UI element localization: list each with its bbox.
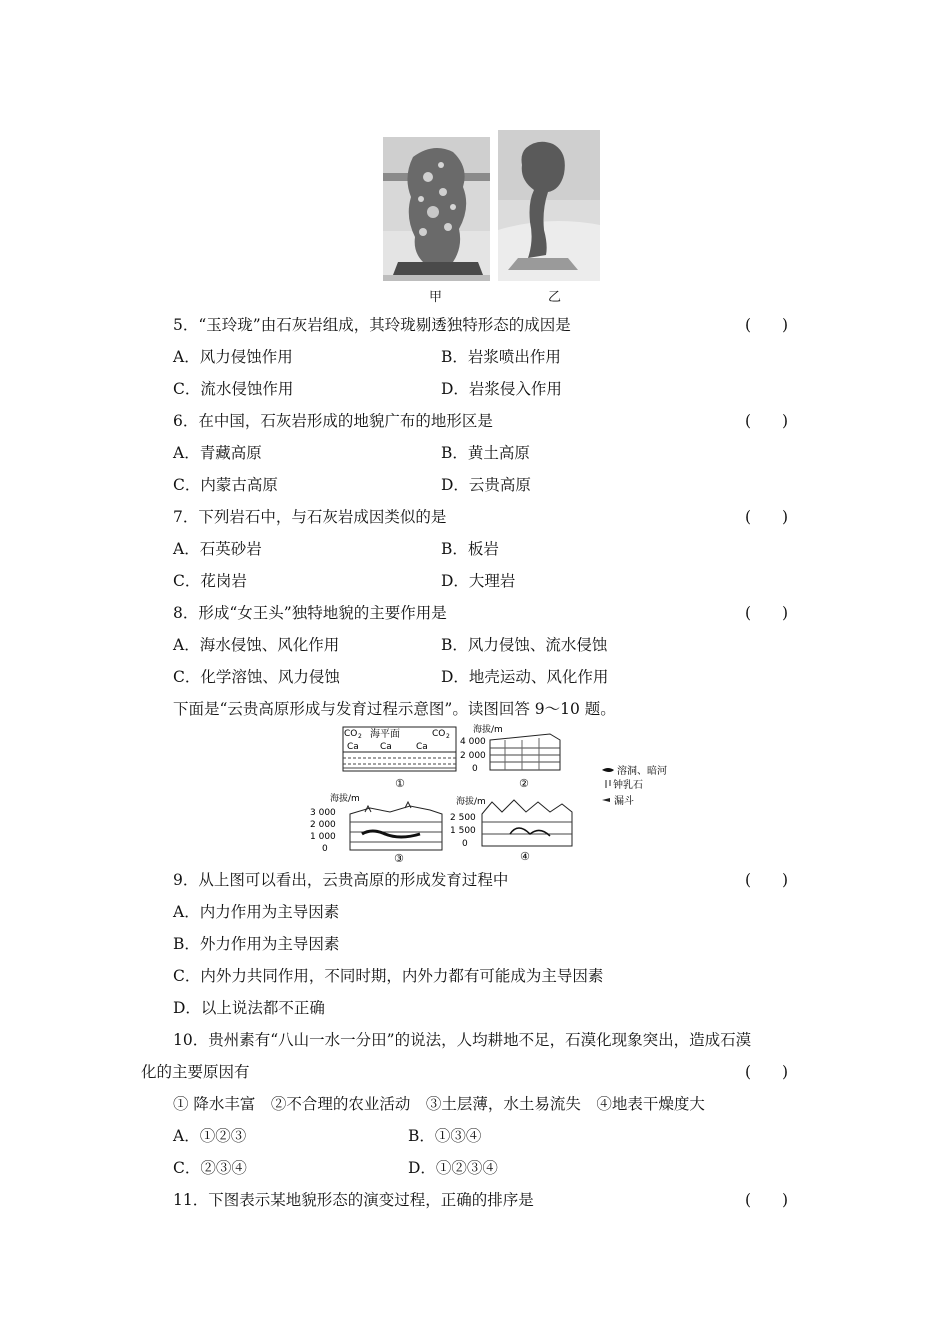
q5-option-c[interactable]: C．流水侵蚀作用 (173, 380, 294, 398)
panel-2 (460, 723, 560, 790)
svg-text:3 000: 3 000 (310, 808, 336, 818)
q7-option-b[interactable]: B．板岩 (441, 540, 499, 558)
q11-answer-bracket[interactable]: ( ) (745, 1191, 789, 1209)
svg-text:CO: CO (432, 729, 446, 739)
q9-answer-bracket[interactable]: ( ) (745, 871, 789, 889)
q9-option-a[interactable]: A．内力作用为主导因素 (173, 903, 340, 921)
svg-text:4 000: 4 000 (460, 737, 486, 747)
q10-option-a[interactable]: A．①②③ (173, 1127, 247, 1145)
svg-text:1 500: 1 500 (450, 826, 476, 836)
q10-statements: ① 降水丰富 ②不合理的农业活动 ③土层薄，水土易流失 ④地表干燥度大 (173, 1095, 705, 1113)
q5-option-a[interactable]: A．风力侵蚀作用 (173, 348, 293, 366)
svg-text:Ca: Ca (347, 742, 359, 752)
svg-text:海拔/m: 海拔/m (330, 794, 360, 804)
photo-jia-label: 甲 (429, 290, 443, 305)
q6-option-d[interactable]: D．云贵高原 (441, 476, 531, 494)
q8-option-b[interactable]: B．风力侵蚀、流水侵蚀 (441, 636, 608, 654)
q5-stem: 5．“玉玲珑”由石灰岩组成，其玲珑剔透独特形态的成因是 (173, 316, 571, 334)
svg-text:CO: CO (344, 729, 358, 739)
svg-text:2 000: 2 000 (460, 751, 486, 761)
svg-text:①: ① (395, 777, 405, 790)
panel-3 (310, 792, 442, 862)
yungui-plateau-diagram (310, 722, 670, 862)
svg-text:海拔/m: 海拔/m (473, 725, 503, 735)
q10-option-d[interactable]: D．①②③④ (408, 1159, 498, 1177)
q10-stem-line1: 10．贵州素有“八山一水一分田”的说法，人均耕地不足，石漠化现象突出，造成石漠 (173, 1031, 752, 1049)
svg-text:Ca: Ca (380, 742, 392, 752)
q6-answer-bracket[interactable]: ( ) (745, 412, 789, 430)
svg-text:钟乳石: 钟乳石 (613, 780, 643, 791)
q5-option-b[interactable]: B．岩浆喷出作用 (441, 348, 561, 366)
q7-stem: 7．下列岩石中，与石灰岩成因类似的是 (173, 508, 447, 526)
svg-text:0: 0 (472, 764, 478, 774)
panel-1 (343, 727, 456, 790)
photo-yi-label: 乙 (548, 290, 562, 305)
q9-stem: 9．从上图可以看出，云贵高原的形成发育过程中 (173, 871, 509, 889)
svg-text:2: 2 (358, 733, 362, 740)
svg-text:0: 0 (322, 844, 328, 854)
diagram-legend (602, 764, 667, 807)
q10-option-c[interactable]: C．②③④ (173, 1159, 247, 1177)
photo-jia (383, 137, 490, 281)
q9-option-c[interactable]: C．内外力共同作用，不同时期，内外力都有可能成为主导因素 (173, 967, 604, 985)
svg-text:海平面: 海平面 (370, 729, 400, 740)
svg-text:②: ② (519, 777, 529, 790)
q6-stem: 6．在中国，石灰岩形成的地貌广布的地形区是 (173, 412, 493, 430)
q8-option-c[interactable]: C．化学溶蚀、风力侵蚀 (173, 668, 340, 686)
svg-text:③: ③ (394, 852, 404, 862)
q7-option-a[interactable]: A．石英砂岩 (173, 540, 262, 558)
q10-answer-bracket[interactable]: ( ) (745, 1063, 789, 1081)
q7-answer-bracket[interactable]: ( ) (745, 508, 789, 526)
svg-text:0: 0 (462, 839, 468, 849)
svg-text:④: ④ (520, 850, 530, 862)
svg-text:2 000: 2 000 (310, 820, 336, 830)
svg-text:2 500: 2 500 (450, 813, 476, 823)
intro-9-10: 下面是“云贵高原形成与发育过程示意图”。读图回答 9～10 题。 (173, 700, 616, 718)
svg-text:海拔/m: 海拔/m (456, 797, 486, 807)
svg-text:溶洞、暗河: 溶洞、暗河 (617, 766, 667, 777)
q6-option-b[interactable]: B．黄土高原 (441, 444, 530, 462)
q5-answer-bracket[interactable]: ( ) (745, 316, 789, 334)
q6-option-a[interactable]: A．青藏高原 (173, 444, 262, 462)
svg-text:Ca: Ca (416, 742, 428, 752)
q11-stem: 11．下图表示某地貌形态的演变过程，正确的排序是 (173, 1191, 534, 1209)
q6-option-c[interactable]: C．内蒙古高原 (173, 476, 278, 494)
q8-stem: 8．形成“女王头”独特地貌的主要作用是 (173, 604, 447, 622)
svg-text:2: 2 (446, 733, 450, 740)
svg-text:1 000: 1 000 (310, 832, 336, 842)
q8-answer-bracket[interactable]: ( ) (745, 604, 789, 622)
q8-option-a[interactable]: A．海水侵蚀、风化作用 (173, 636, 340, 654)
q8-option-d[interactable]: D．地壳运动、风化作用 (441, 668, 609, 686)
svg-text:漏斗: 漏斗 (614, 796, 634, 807)
q9-option-b[interactable]: B．外力作用为主导因素 (173, 935, 340, 953)
panel-4 (450, 795, 572, 862)
q5-option-d[interactable]: D．岩浆侵入作用 (441, 380, 562, 398)
q10-option-b[interactable]: B．①③④ (408, 1127, 482, 1145)
q10-stem-line2: 化的主要原因有 (141, 1063, 250, 1081)
photo-yi (498, 130, 600, 281)
q9-option-d[interactable]: D．以上说法都不正确 (173, 999, 325, 1017)
q7-option-c[interactable]: C．花岗岩 (173, 572, 247, 590)
q7-option-d[interactable]: D．大理岩 (441, 572, 516, 590)
